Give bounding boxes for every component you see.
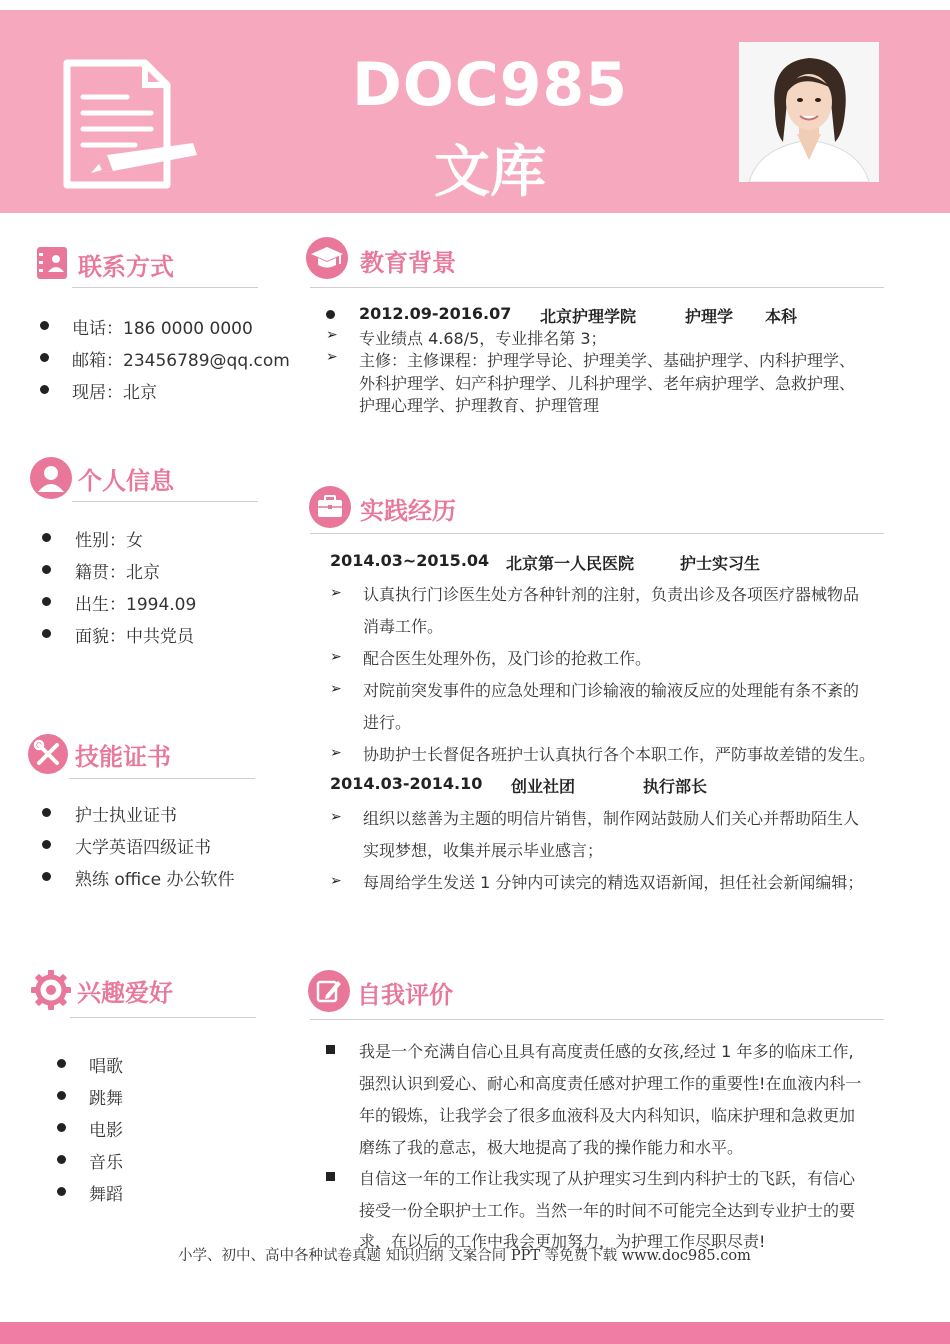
hobby-item: 电影 (89, 1121, 123, 1141)
arrow-bullet-icon: ➢ (330, 809, 342, 825)
person-icon (29, 456, 73, 500)
contact-section-title: 联系方式 (78, 253, 174, 281)
job1-duty: 认真执行门诊医生处方各种针剂的注射，负责出诊及各项医疗器械物品 (363, 585, 860, 604)
gear-icon (30, 969, 72, 1011)
contact-divider (72, 287, 258, 288)
bullet-icon (40, 385, 49, 394)
bullet-icon (42, 808, 51, 817)
self-eval-text: 强烈认识到爱心、耐心和高度责任感对护理工作的重要性!在血液内科一 (359, 1074, 862, 1093)
education-degree: 本科 (765, 307, 798, 326)
bullet-icon (42, 533, 51, 542)
job2-duty: 组织以慈善为主题的明信片销售，制作网站鼓励人们关心并帮助陌生人 (363, 809, 860, 828)
education-section-title: 教育背景 (360, 249, 456, 277)
tools-icon (27, 733, 69, 775)
personal-section-title: 个人信息 (78, 467, 174, 495)
arrow-bullet-icon: ➢ (326, 349, 338, 365)
education-divider (310, 287, 884, 288)
education-period: 2012.09-2016.07 (359, 304, 512, 323)
bullet-icon (57, 1187, 66, 1196)
contact-phone: 电话：186 0000 0000 (72, 319, 253, 339)
job2-duty: 实现梦想，收集并展示毕业感言； (363, 841, 604, 860)
bullet-icon (42, 597, 51, 606)
personal-birth: 出生：1994.09 (75, 595, 197, 615)
self-eval-text: 求，在以后的工作中我会更加努力，为护理工作尽职尽责! (359, 1232, 766, 1251)
skill-item: 护士执业证书 (75, 806, 177, 826)
job2-period: 2014.03-2014.10 (330, 774, 483, 793)
self-eval-text: 自信这一年的工作让我实现了从护理实习生到内科护士的飞跃，有信心 (359, 1169, 856, 1188)
job2-duty: 每周给学生发送 1 分钟内可读完的精选双语新闻，担任社会新闻编辑； (363, 873, 864, 892)
education-courses: 外科护理学、妇产科护理学、儿科护理学、老年病护理学、急救护理、 (359, 374, 856, 393)
self-eval-text: 磨练了我的意志，极大地提高了我的操作能力和水平。 (359, 1138, 744, 1157)
footer-watermark: 小学、初中、高中各种试卷真题 知识归纳 文案合同 PPT 等免费下载 www.doc985.com (178, 1248, 751, 1264)
bullet-icon (57, 1059, 66, 1068)
bullet-icon (42, 840, 51, 849)
footer-bar (0, 1322, 950, 1344)
bullet-icon (40, 353, 49, 362)
profile-photo (739, 42, 879, 182)
bullet-icon (40, 321, 49, 330)
education-major: 护理学 (685, 307, 734, 326)
hobby-item: 舞蹈 (89, 1185, 123, 1205)
hobbies-divider (70, 1017, 256, 1018)
skill-item: 熟练 office 办公软件 (75, 870, 235, 890)
job1-duty: 协助护士长督促各班护士认真执行各个本职工作，严防事故差错的发生。 (363, 745, 876, 764)
hobbies-section-title: 兴趣爱好 (77, 979, 173, 1007)
edit-pencil-icon (307, 969, 351, 1013)
self-eval-divider (310, 1019, 884, 1020)
document-pen-icon (55, 55, 205, 195)
hobby-item: 音乐 (89, 1153, 123, 1173)
contact-book-icon (34, 245, 70, 281)
job1-duty: 消毒工作。 (363, 617, 444, 636)
education-school: 北京护理学院 (540, 307, 637, 326)
arrow-bullet-icon: ➢ (330, 681, 342, 697)
header-banner (0, 10, 950, 213)
arrow-bullet-icon: ➢ (330, 649, 342, 665)
bullet-icon (42, 629, 51, 638)
personal-hometown: 籍贯：北京 (75, 563, 160, 583)
brand-subtitle: 文库 (434, 140, 546, 205)
contact-email: 邮箱：23456789@qq.com (72, 351, 290, 371)
education-courses: 主修：主修课程：护理学导论、护理美学、基础护理学、内科护理学、 (359, 351, 856, 370)
practice-divider (310, 533, 884, 534)
job1-duty: 配合医生处理外伤，及门诊的抢救工作。 (363, 649, 652, 668)
self-eval-text: 我是一个充满自信心且具有高度责任感的女孩,经过 1 年多的临床工作, (359, 1042, 854, 1061)
job1-period: 2014.03~2015.04 (330, 551, 490, 570)
graduation-cap-icon (305, 236, 349, 280)
bullet-icon (57, 1155, 66, 1164)
bullet-icon (42, 872, 51, 881)
personal-gender: 性别：女 (75, 531, 143, 551)
self-eval-section-title: 自我评价 (357, 981, 453, 1009)
portrait-illustration (739, 42, 879, 182)
arrow-bullet-icon: ➢ (326, 327, 338, 343)
hobby-item: 唱歌 (89, 1057, 123, 1077)
contact-location: 现居：北京 (72, 383, 157, 403)
skills-section-title: 技能证书 (75, 743, 171, 771)
personal-divider (72, 501, 258, 502)
practice-section-title: 实践经历 (360, 497, 456, 525)
briefcase-icon (308, 485, 352, 529)
bullet-icon (57, 1123, 66, 1132)
bullet-icon (42, 565, 51, 574)
skills-divider (69, 778, 255, 779)
self-eval-text: 年的锻炼，让我学会了很多血液科及大内科知识，临床护理和急救更加 (359, 1106, 856, 1125)
education-gpa: 专业绩点 4.68/5，专业排名第 3； (359, 329, 607, 348)
job1-duty: 对院前突发事件的应急处理和门诊输液的输液反应的处理能有条不紊的 (363, 681, 860, 700)
hobby-item: 跳舞 (89, 1089, 123, 1109)
bullet-icon (326, 310, 335, 319)
skill-item: 大学英语四级证书 (75, 838, 211, 858)
job2-org: 创业社团 (511, 777, 576, 796)
job2-role: 执行部长 (643, 777, 708, 796)
brand-title: DOC985 (351, 50, 629, 120)
square-bullet-icon (326, 1045, 335, 1054)
job1-org: 北京第一人民医院 (506, 554, 635, 573)
job1-duty: 进行。 (363, 713, 412, 732)
education-courses: 护理心理学、护理教育、护理管理 (359, 396, 600, 415)
self-eval-text: 接受一份全职护士工作。当然一年的时间不可能完全达到专业护士的要 (359, 1201, 856, 1220)
bullet-icon (57, 1091, 66, 1100)
personal-political: 面貌：中共党员 (75, 627, 194, 647)
arrow-bullet-icon: ➢ (330, 585, 342, 601)
arrow-bullet-icon: ➢ (330, 873, 342, 889)
arrow-bullet-icon: ➢ (330, 745, 342, 761)
job1-role: 护士实习生 (680, 554, 761, 573)
square-bullet-icon (326, 1172, 335, 1181)
